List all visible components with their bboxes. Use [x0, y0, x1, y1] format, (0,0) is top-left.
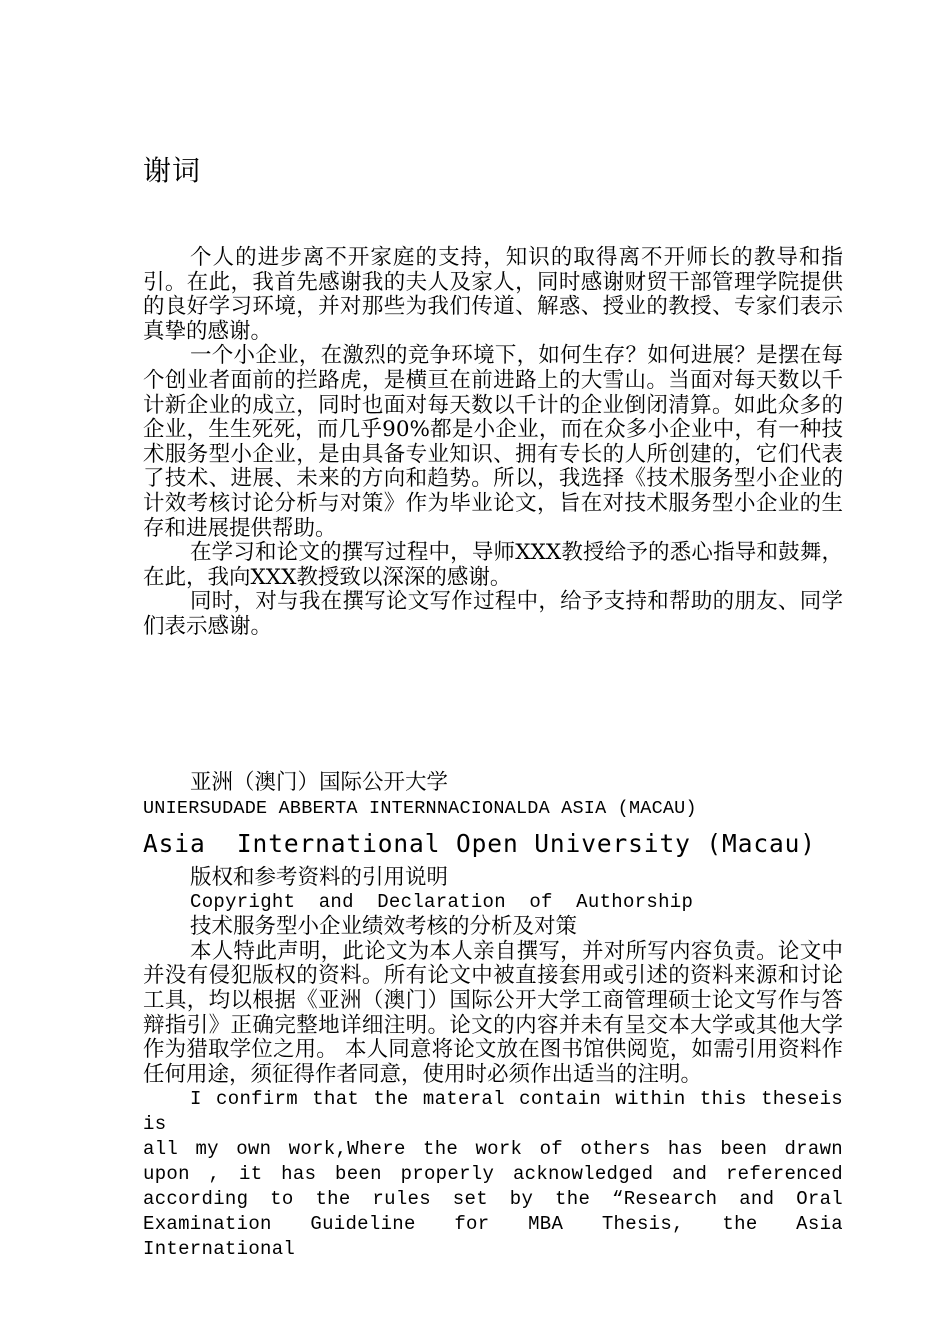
university-name-english: Asia International Open University (Macau)	[143, 828, 816, 858]
ack-paragraph-3: 在学习和论文的撰写过程中，导师XXX教授给予的悉心指导和鼓舞，在此，我向XXX教授致以深深的感谢。	[143, 540, 843, 590]
copyright-heading-chinese: 版权和参考资料的引用说明	[190, 864, 449, 890]
thesis-title: 技术服务型小企业绩效考核的分析及对策	[190, 914, 578, 940]
acknowledgement-section	[143, 246, 843, 640]
english-statement-line: Examination Guideline for MBA Thesis, the Asia International	[143, 1213, 843, 1261]
university-name-portuguese: UNIERSUDADE ABBERTA INTERNNACIONALDA ASIA (MACAU)	[143, 797, 697, 819]
english-statement-line: all my own work,Where the work of others has been drawn	[143, 1138, 843, 1161]
ack-paragraph-1: 个人的进步离不开家庭的支持，知识的取得离不开师长的教导和指引。在此，我首先感谢我的夫人及家人，同时感谢财贸干部管理学院提供的良好学习环境，并对那些为我们传道、解惑、授业的教授、专家们表示真挚的感谢。	[143, 245, 843, 344]
english-statement-line: upon , it has been properly acknowledged and referenced	[143, 1163, 843, 1186]
declaration-statement-chinese: 本人特此声明，此论文为本人亲自撰写，并对所写内容负责。论文中并没有侵犯版权的资料。所有论文中被直接套用或引述的资料来源和讨论工具，均以根据《亚洲（澳门）国际公开大学工商管理硕士论文写作与答辩指引》正确完整地详细注明。论文的内容并未有呈交本大学或其他大学作为猎取学位之用。 本人同意将论文放在图书馆供阅览，如需引用资料作任何用途，须征得作者同意，使用时必须作出适当的注明。	[143, 938, 843, 1087]
english-statement-line: according to the rules set by the “Research and Oral	[143, 1188, 843, 1211]
copyright-heading-english: Copyright and Declaration of Authorship	[190, 891, 694, 914]
declaration-section	[143, 771, 843, 1262]
page-title: 谢词	[143, 154, 202, 187]
university-name-chinese: 亚洲（澳门）国际公开大学	[190, 770, 449, 795]
ack-paragraph-4: 同时，对与我在撰写论文写作过程中，给予支持和帮助的朋友、同学们表示感谢。	[143, 589, 843, 639]
ack-paragraph-2: 一个小企业，在激烈的竞争环境下，如何生存？如何进展？是摆在每个创业者面前的拦路虎，是横亘在前进路上的大雪山。当面对每天数以千计新企业的成立，同时也面对每天数以千计的企业倒闭清算。如此众多的企业，生生死死，而几乎90%都是小企业，而在众多小企业中，有一种技术服务型小企业，是由具备专业知识、拥有专长的人所创建的，它们代表了技术、进展、未来的方向和趋势。所以，我选择《技术服务型小企业的计效考核讨论分析与对策》作为毕业论文，旨在对技术服务型小企业的生存和进展提供帮助。	[143, 343, 843, 541]
declaration-statement-english	[143, 1087, 843, 1262]
english-statement-line: I confirm that the materal contain within this theseis is	[143, 1088, 843, 1136]
